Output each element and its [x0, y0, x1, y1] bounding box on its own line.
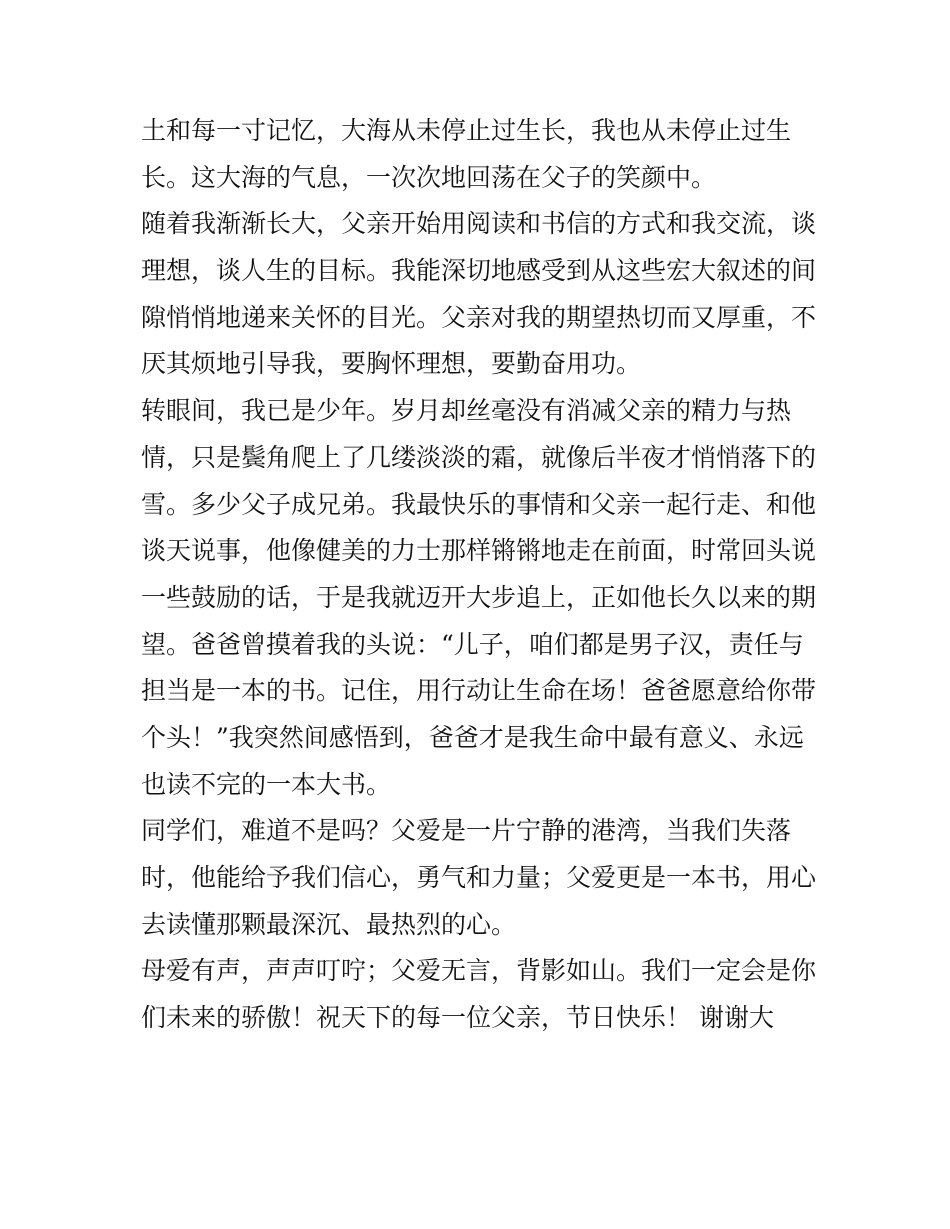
text-line: 转眼间，我已是少年。岁月却丝毫没有消减父亲的精力与热 [141, 396, 792, 426]
text-line: 雪。多少父子成兄弟。我最快乐的事情和父亲一起行走、和他 [141, 489, 817, 519]
text-line: 时，他能给予我们信心，勇气和力量；父爱更是一本书，用心 [141, 863, 817, 892]
text-line: 也读不完的一本大书。 [141, 769, 392, 799]
text-line: 望。爸爸曾摸着我的头说：“儿子，咱们都是男子汉，责任与 [141, 629, 804, 659]
text-line: 情，只是鬓角爬上了几缕淡淡的霜，就像后半夜才悄悄落下的 [141, 442, 817, 472]
text-line: 们未来的骄傲！祝天下的每一位父亲，节日快乐！ 谢谢大 [141, 1003, 774, 1033]
text-line: 厌其烦地引导我，要胸怀理想，要勤奋用功。 [141, 349, 642, 379]
text-line: 同学们，难道不是吗？父爱是一片宁静的港湾，当我们失落 [141, 816, 792, 846]
text-line: 母爱有声，声声叮咛；父爱无言，背影如山。我们一定会是你 [141, 956, 817, 986]
text-line: 谈天说事，他像健美的力士那样锵锵地走在前面，时常回头说 [141, 536, 817, 566]
document-body [141, 108, 821, 1042]
text-line: 担当是一本的书。记住，用行动让生命在场！爸爸愿意给你带 [141, 676, 817, 706]
text-line: 去读懂那颗最深沉、最热烈的心。 [141, 909, 517, 939]
text-line: 隙悄悄地递来关怀的目光。父亲对我的期望热切而又厚重，不 [141, 302, 817, 332]
text-line: 一些鼓励的话，于是我就迈开大步追上，正如他长久以来的期 [141, 582, 817, 612]
text-line: 长。这大海的气息，一次次地回荡在父子的笑颜中。 [141, 162, 717, 192]
text-line: 土和每一寸记忆，大海从未停止过生长，我也从未停止过生 [141, 116, 792, 145]
text-line: 随着我渐渐长大，父亲开始用阅读和书信的方式和我交流，谈 [141, 209, 817, 239]
text-line: 理想，谈人生的目标。我能深切地感受到从这些宏大叙述的间 [141, 256, 817, 286]
text-line: 个头！”我突然间感悟到，爸爸才是我生命中最有意义、永远 [141, 722, 804, 752]
